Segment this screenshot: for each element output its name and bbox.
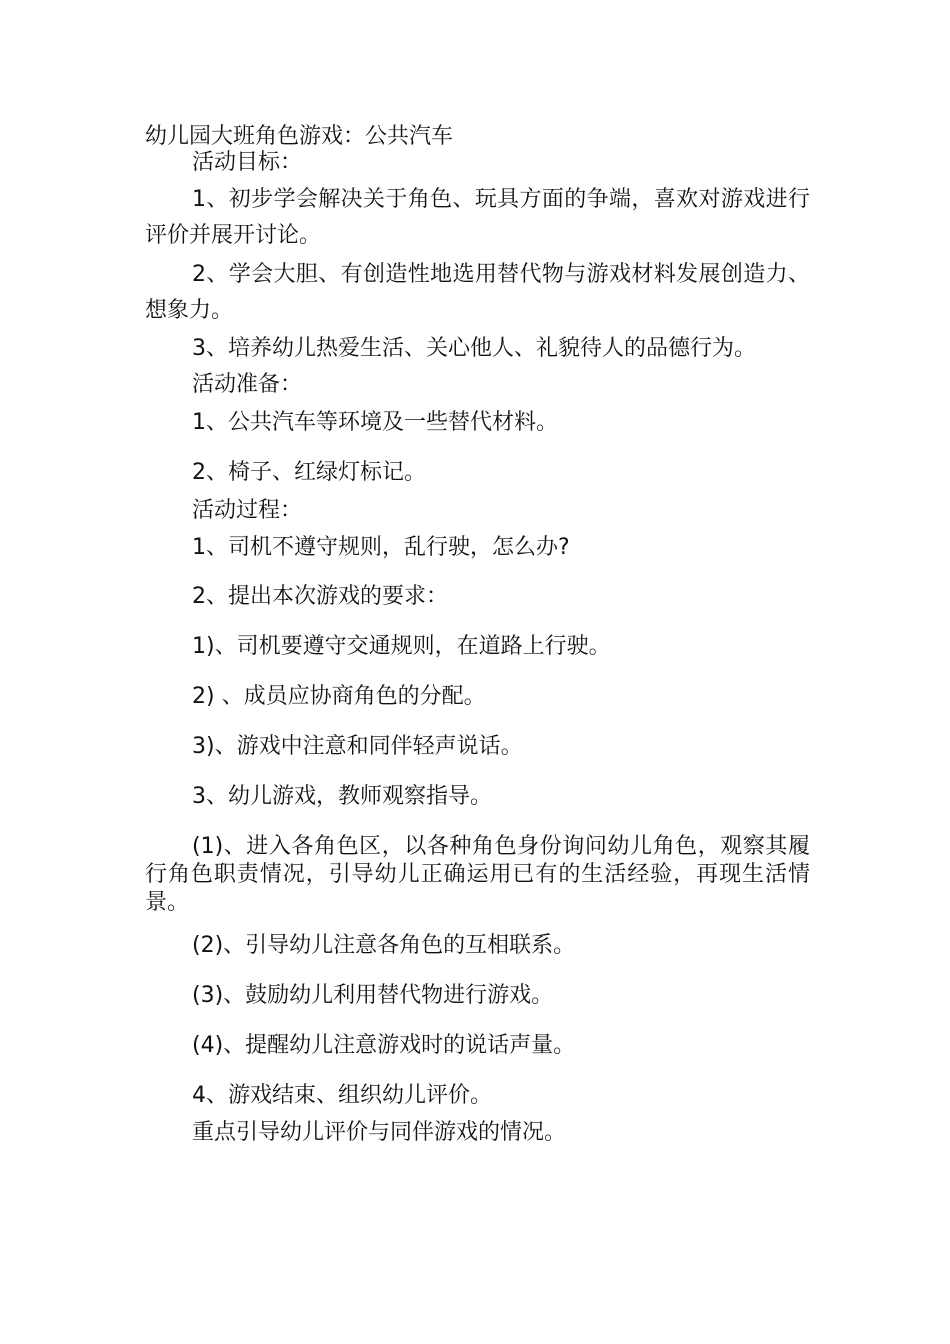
prep-heading: 活动准备： <box>192 372 303 397</box>
process-item: 4、游戏结束、组织幼儿评价。 <box>192 1083 492 1108</box>
process-item: 3)、游戏中注意和同伴轻声说话。 <box>192 734 523 759</box>
goal-item: 1、初步学会解决关于角色、玩具方面的争端，喜欢对游戏进行评价并展开讨论。 <box>145 187 810 248</box>
process-item: (2)、引导幼儿注意各角色的互相联系。 <box>192 933 576 958</box>
process-item: 2) 、成员应协商角色的分配。 <box>192 684 486 709</box>
goal-item: 2、学会大胆、有创造性地选用替代物与游戏材料发展创造力、想象力。 <box>145 262 810 323</box>
goals-heading: 活动目标： <box>192 150 303 175</box>
goal-item: 3、培养幼儿热爱生活、关心他人、礼貌待人的品德行为。 <box>192 336 756 361</box>
process-item: (1)、进入各角色区，以各种角色身份询问幼儿角色，观察其履行角色职责情况，引导幼儿正确运用已有的生活经验，再现生活情景。 <box>145 834 810 915</box>
document-title: 幼儿园大班角色游戏：公共汽车 <box>145 124 454 149</box>
process-item: 1、司机不遵守规则，乱行驶，怎么办? <box>192 535 570 560</box>
prep-item: 2、椅子、红绿灯标记。 <box>192 460 426 485</box>
process-item: 重点引导幼儿评价与同伴游戏的情况。 <box>192 1120 567 1145</box>
process-heading: 活动过程： <box>192 498 303 523</box>
process-item: (3)、鼓励幼儿利用替代物进行游戏。 <box>192 983 554 1008</box>
process-item: (4)、提醒幼儿注意游戏时的说话声量。 <box>192 1033 576 1058</box>
process-item: 2、提出本次游戏的要求： <box>192 584 448 609</box>
process-item: 3、幼儿游戏，教师观察指导。 <box>192 784 492 809</box>
prep-item: 1、公共汽车等环境及一些替代材料。 <box>192 410 558 435</box>
process-item: 1)、司机要遵守交通规则，在道路上行驶。 <box>192 634 611 659</box>
